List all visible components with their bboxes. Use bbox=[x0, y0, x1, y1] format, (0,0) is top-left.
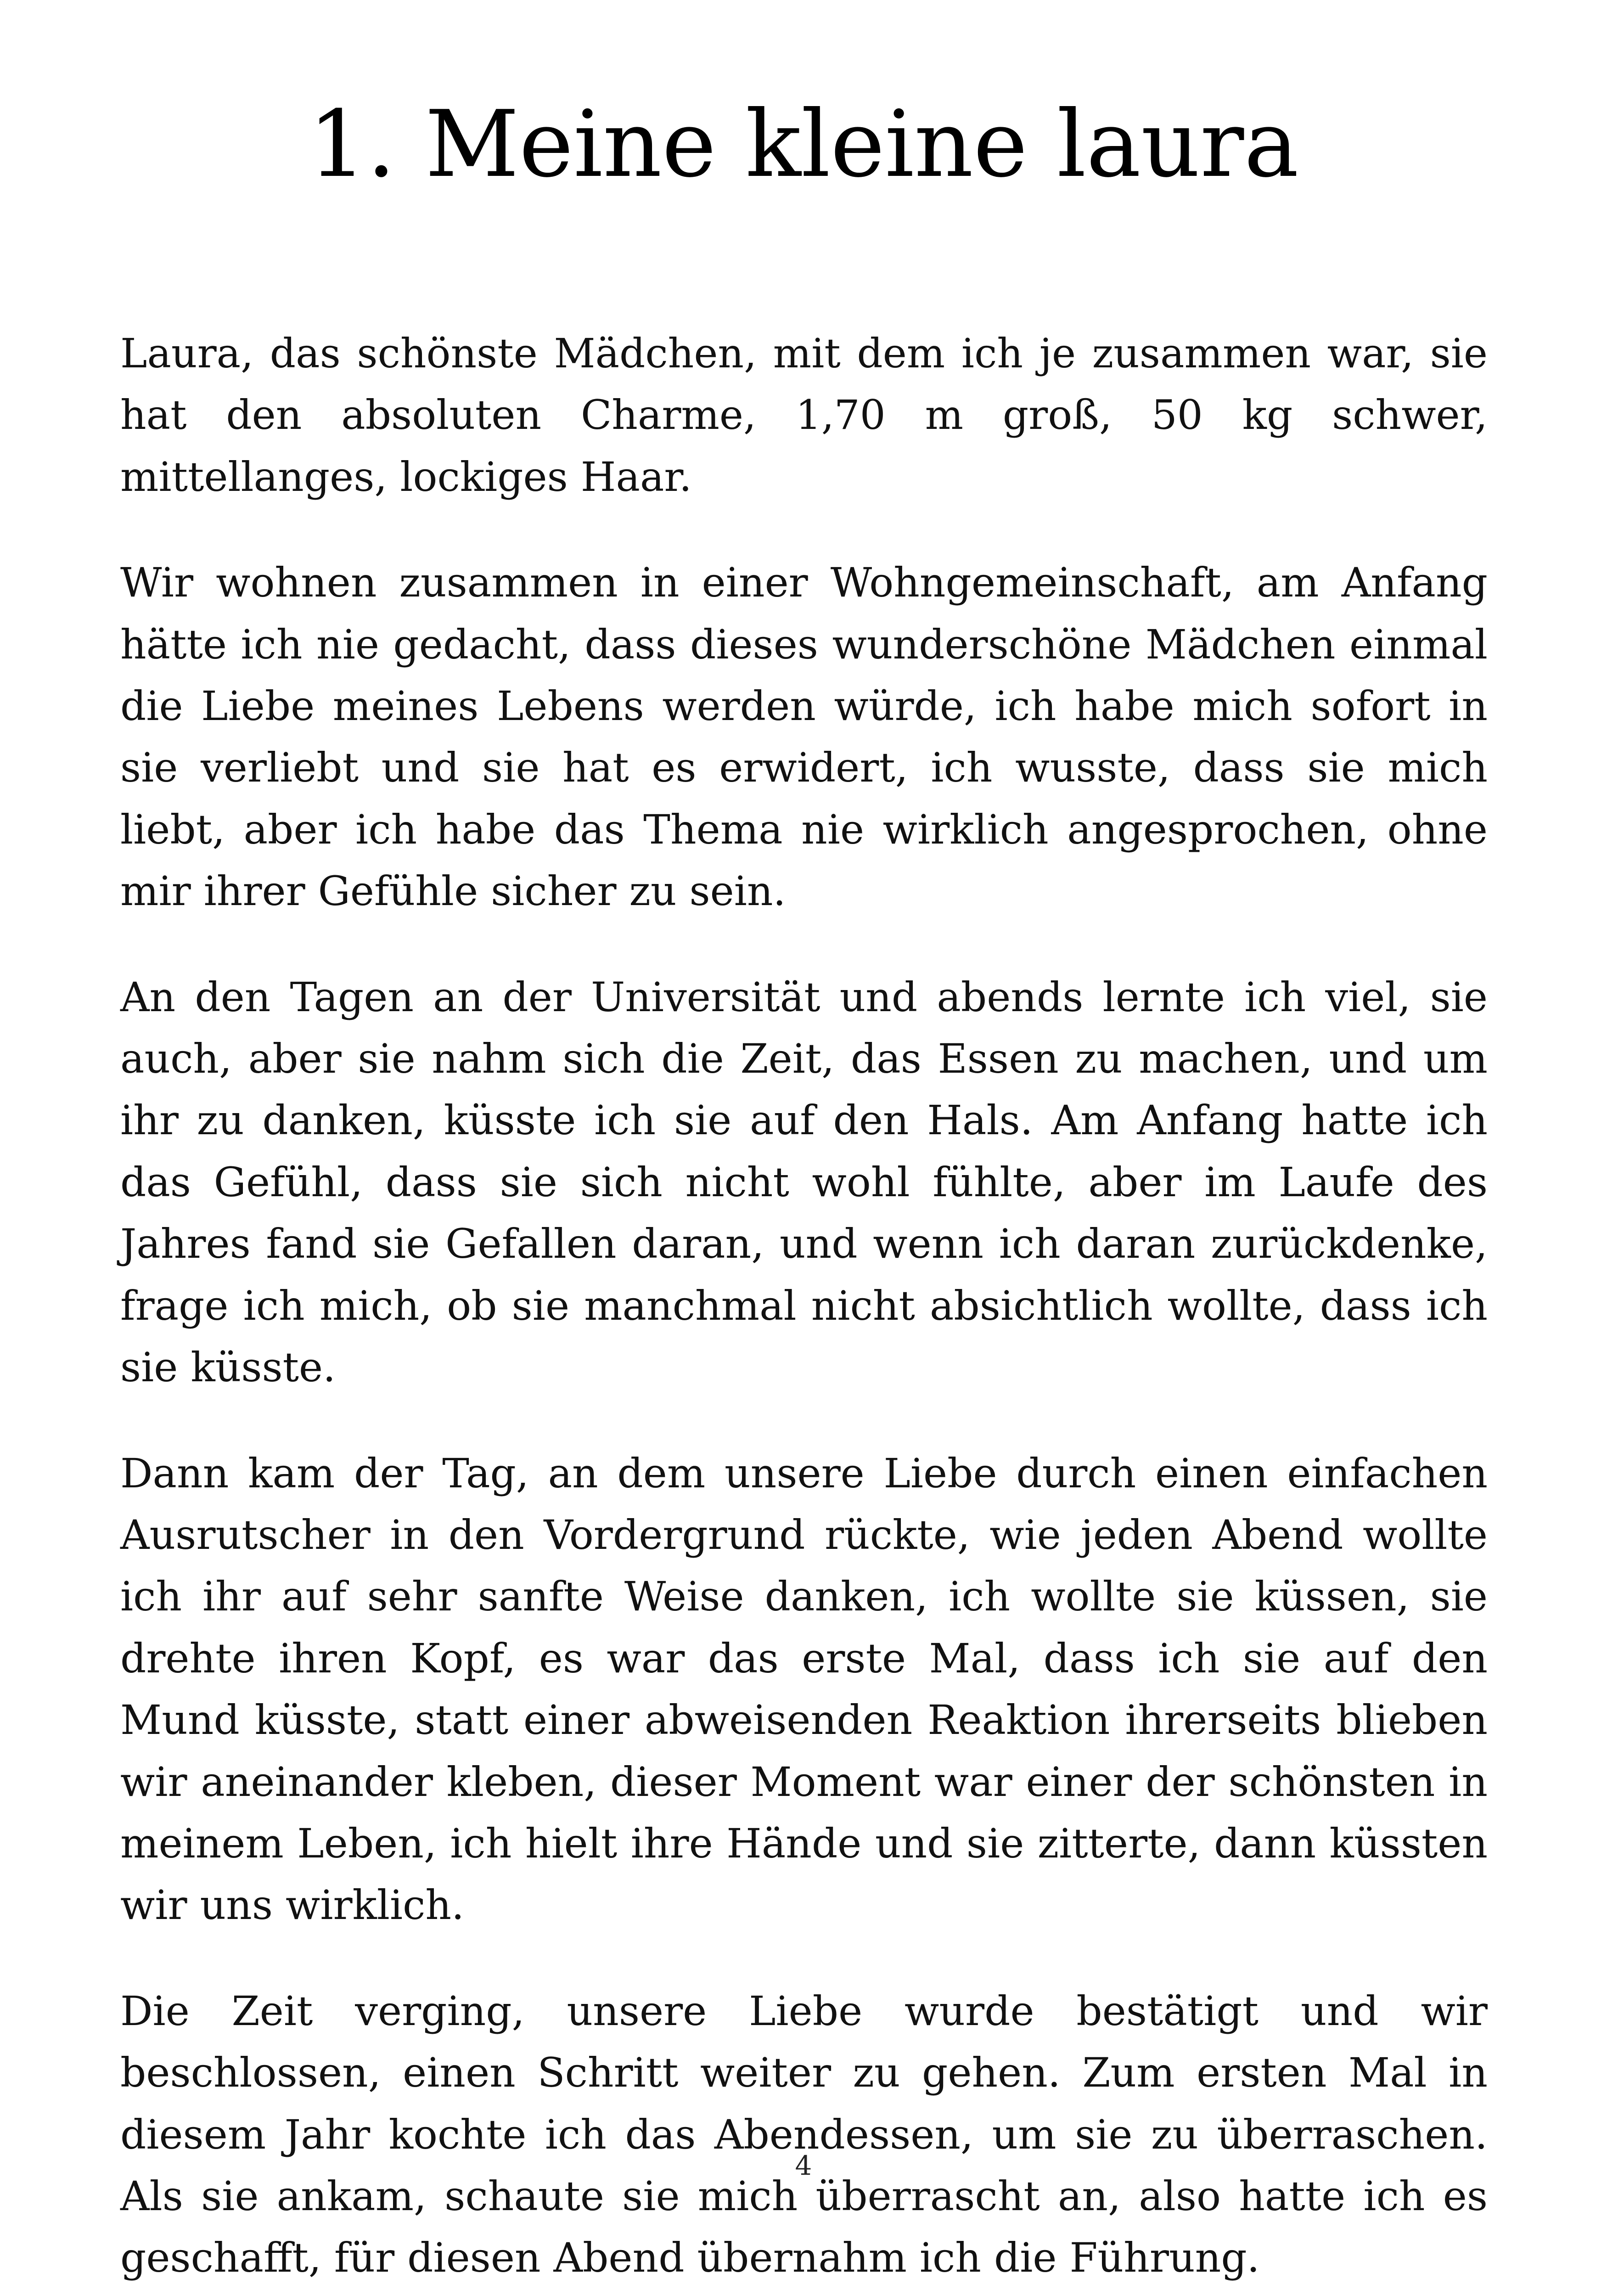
paragraph-1: Laura, das schönste Mädchen, mit dem ich je zusammen war, sie hat den absoluten Charme, 1,70 m groß, 50 kg schwer, mittellanges, lockiges Haar. bbox=[120, 330, 1488, 501]
page-number: 4 bbox=[795, 2150, 812, 2181]
paragraph-5: Die Zeit verging, unsere Liebe wurde bestätigt und wir beschlossen, einen Schritt weiter zu gehen. Zum ersten Mal in diesem Jahr kochte ich das Abendessen, um sie zu überraschen. Als sie ankam, schaute sie mich überrascht an, also hatte ich es geschafft, für diesen Abend übernahm ich die Führung. bbox=[120, 1987, 1488, 2282]
paragraph-2: Wir wohnen zusammen in einer Wohngemeinschaft, am Anfang hätte ich nie gedacht, dass dieses wunderschöne Mädchen einmal die Liebe meines Lebens werden würde, ich habe mich sofort in sie verliebt und sie hat es erwidert, ich wusste, dass sie mich liebt, aber ich habe das Thema nie wirklich angesprochen, ohne mir ihrer Gefühle sicher zu sein. bbox=[120, 559, 1488, 915]
chapter-body bbox=[120, 323, 1488, 2296]
paragraph-4: Dann kam der Tag, an dem unsere Liebe durch einen einfachen Ausrutscher in den Vordergrund rückte, wie jeden Abend wollte ich ihr auf sehr sanfte Weise danken, ich wollte sie küssen, sie drehte ihren Kopf, es war das erste Mal, dass ich sie auf den Mund küsste, statt einer abweisenden Reaktion ihrerseits blieben wir aneinander kleben, dieser Moment war einer der schönsten in meinem Leben, ich hielt ihre Hände und sie zitterte, dann küssten wir uns wirklich. bbox=[120, 1449, 1488, 1929]
chapter-title: 1. Meine kleine laura bbox=[308, 91, 1299, 198]
paragraph-3: An den Tagen an der Universität und abends lernte ich viel, sie auch, aber sie nahm sich die Zeit, das Essen zu machen, und um ihr zu danken, küsste ich sie auf den Hals. Am Anfang hatte ich das Gefühl, dass sie sich nicht wohl fühlte, aber im Laufe des Jahres fand sie Gefallen daran, und wenn ich daran zurückdenke, frage ich mich, ob sie manchmal nicht absichtlich wollte, dass ich sie küsste. bbox=[120, 973, 1488, 1391]
